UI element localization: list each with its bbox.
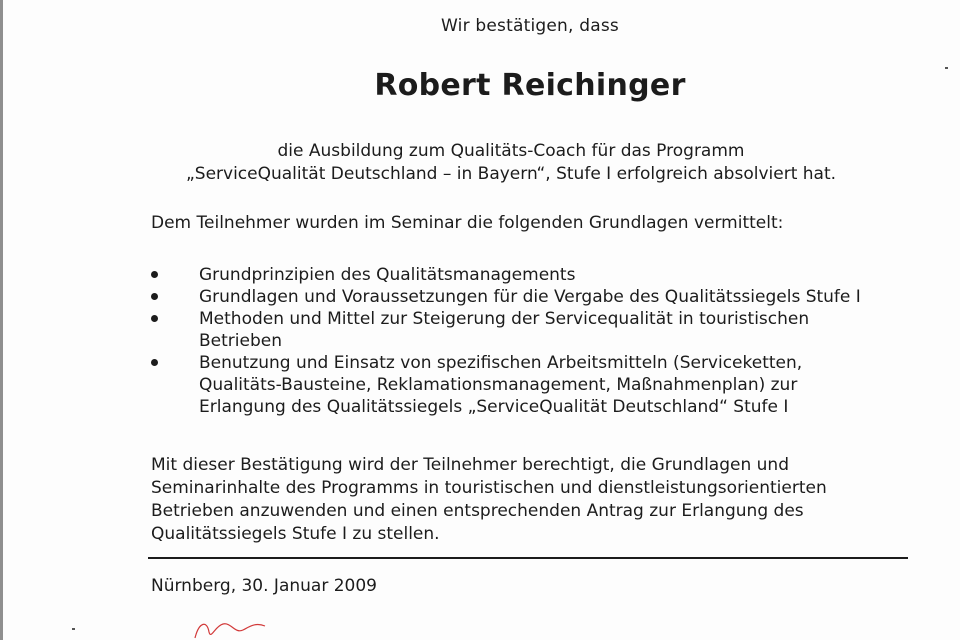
list-item-line: Grundlagen und Voraussetzungen für die Vergabe des Qualitätssiegels Stufe I [199,287,861,307]
list-item [151,308,911,352]
list-item-line: Benutzung und Einsatz von spezifischen Arbeitsmitteln (Serviceketten, [199,353,803,373]
list-item [151,352,911,418]
program-statement [0,140,960,186]
list-item-line: Betrieben [199,331,282,351]
list-item-line: Methoden und Mittel zur Steigerung der Servicequalität in touristischen [199,309,810,329]
program-line: „ServiceQualität Deutschland – in Bayern“, Stufe I erfolgreich absolviert hat. [185,164,837,184]
signature-scribble [185,612,275,640]
list-item-line: Qualitäts-Bausteine, Reklamationsmanagement, Maßnahmenplan) zur [199,375,798,395]
list-item [151,264,911,286]
list-item [151,286,911,308]
topics-list [151,264,911,418]
scan-speck [72,628,75,630]
closing-line: Seminarinhalte des Programms in touristischen und dienstleistungsorientierten [151,478,827,498]
closing-paragraph [151,454,911,546]
signature-stroke [195,624,265,638]
closing-line: Mit dieser Bestätigung wird der Teilnehmer berechtigt, die Grundlagen und [151,455,789,475]
closing-line: Betrieben anzuwenden und einen entsprechenden Antrag zur Erlangung des [151,501,804,521]
recipient-name: Robert Reichinger [374,68,686,103]
divider-line [148,557,908,559]
bullet-dot-icon [151,315,158,322]
program-line: die Ausbildung zum Qualitäts-Coach für das Programm [277,141,745,161]
list-item-line: Grundprinzipien des Qualitätsmanagements [199,265,576,285]
bullet-dot-icon [151,359,158,366]
list-item-line: Erlangung des Qualitätssiegels „ServiceQualität Deutschland“ Stufe I [199,397,789,417]
intro-text: Wir bestätigen, dass [441,16,619,36]
lead-sentence: Dem Teilnehmer wurden im Seminar die folgenden Grundlagen vermittelt: [151,213,784,233]
closing-line: Qualitätssiegels Stufe I zu stellen. [151,524,440,544]
bullet-dot-icon [151,293,158,300]
place-and-date: Nürnberg, 30. Januar 2009 [151,576,377,596]
bullet-dot-icon [151,271,158,278]
scan-speck [945,67,948,69]
